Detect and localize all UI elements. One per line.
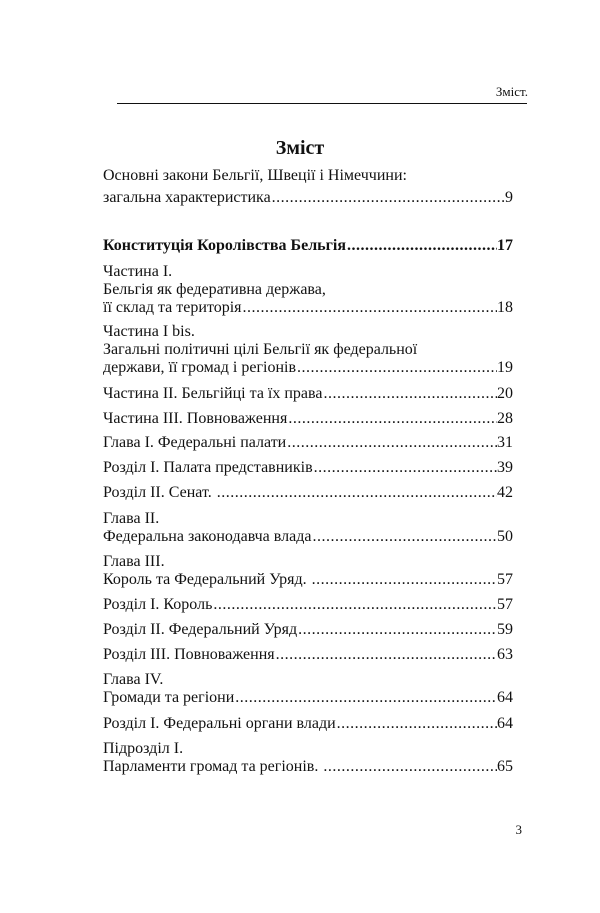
toc-entry-3-line-1: Частина I bis. (103, 323, 195, 340)
toc-entry-12 (103, 620, 513, 639)
dot-leader (323, 384, 497, 403)
toc-entry-title: держави, її громад і регіонів (103, 359, 297, 376)
toc-entry-title: Парламенти громад та регіонів. (103, 758, 323, 775)
toc-entry-title: Розділ I. Король (103, 596, 213, 613)
toc-entry-3-line-2: Загальні політичні цілі Бельгії як федеральної (103, 341, 418, 358)
toc-page-number: 64 (497, 689, 513, 706)
toc-entry-title: Конституція Королівства Бельгія (103, 237, 347, 254)
dot-leader (287, 433, 497, 452)
toc-page-number: 20 (497, 385, 513, 402)
toc-entry-8 (103, 483, 513, 502)
toc-entry-title: Розділ I. Федеральні органи влади (103, 715, 336, 732)
toc-entry-3 (103, 358, 513, 377)
toc-entry-title: Розділ II. Сенат. (103, 484, 216, 501)
running-head: Зміст. (495, 84, 528, 99)
toc-page-number: 57 (497, 571, 513, 588)
dot-leader (272, 188, 505, 207)
toc-entry-16-line-1: Підрозділ I. (103, 740, 184, 757)
toc-page-number: 19 (497, 359, 513, 376)
toc-entry-10 (103, 570, 513, 589)
toc-entry-15 (103, 714, 513, 733)
toc-page-number: 64 (497, 715, 513, 732)
page-title: Зміст (275, 137, 325, 159)
dot-leader (276, 645, 497, 664)
dot-leader (217, 483, 497, 502)
dot-leader (312, 527, 497, 546)
toc-page-number: 9 (505, 189, 513, 206)
dot-leader (314, 458, 497, 477)
toc-page-number: 17 (497, 237, 513, 254)
dot-leader (337, 714, 497, 733)
toc-entry-title: Громади та регіони (103, 689, 235, 706)
dot-leader (298, 620, 497, 639)
toc-entry-title: Частина II. Бельгійці та їх права (103, 385, 323, 402)
toc-entry-10-line-1: Глава III. (103, 553, 165, 570)
dot-leader (323, 757, 497, 776)
toc-page-number: 18 (497, 299, 513, 316)
toc-entry-title: Розділ III. Повноваження (103, 646, 275, 663)
toc-entry-0-line-1: Основні закони Бельгії, Швеції і Німеччини: (103, 167, 407, 184)
toc-entry-title: Розділ I. Палата представників (103, 459, 313, 476)
toc-entry-2 (103, 298, 513, 317)
toc-entry-7 (103, 458, 513, 477)
toc-entry-1 (103, 236, 513, 255)
toc-page-number: 59 (497, 621, 513, 638)
page-number: 3 (515, 822, 522, 837)
toc-entry-14 (103, 688, 513, 707)
dot-leader (297, 358, 497, 377)
toc-entry-5 (103, 409, 513, 428)
dot-leader (347, 236, 497, 255)
dot-leader (213, 595, 497, 614)
toc-entry-title: її склад та територія (103, 299, 242, 316)
toc-page-number: 28 (497, 410, 513, 427)
toc-entry-title: Частина III. Повноваження (103, 410, 288, 427)
dot-leader (312, 570, 497, 589)
dot-leader (243, 298, 497, 317)
toc-page-number: 50 (497, 528, 513, 545)
toc-page-number: 31 (497, 434, 513, 451)
toc-entry-0 (103, 188, 513, 207)
toc-page-number: 57 (497, 596, 513, 613)
header-rule (117, 103, 527, 104)
toc-page-number: 65 (497, 758, 513, 775)
dot-leader (288, 409, 497, 428)
toc-entry-13 (103, 645, 513, 664)
toc-entry-title: Глава I. Федеральні палати (103, 434, 287, 451)
toc-entry-16 (103, 757, 513, 776)
toc-entry-2-line-2: Бельгія як федеративна держава, (103, 281, 326, 298)
toc-entry-title: загальна характеристика (103, 189, 271, 206)
dot-leader (235, 688, 497, 707)
toc-entry-11 (103, 595, 513, 614)
toc-entry-title: Розділ II. Федеральний Уряд (103, 621, 298, 638)
toc-entry-title: Король та Федеральний Уряд. (103, 571, 311, 588)
toc-page-number: 39 (497, 459, 513, 476)
toc-entry-title: Федеральна законодавча влада (103, 528, 312, 545)
toc-entry-14-line-1: Глава IV. (103, 671, 164, 688)
toc-entry-9 (103, 527, 513, 546)
toc-page-number: 42 (497, 484, 513, 501)
toc-entry-9-line-1: Глава II. (103, 510, 160, 527)
toc-entry-2-line-1: Частина I. (103, 263, 173, 280)
toc-page-number: 63 (497, 646, 513, 663)
toc-entry-4 (103, 384, 513, 403)
toc-entry-6 (103, 433, 513, 452)
